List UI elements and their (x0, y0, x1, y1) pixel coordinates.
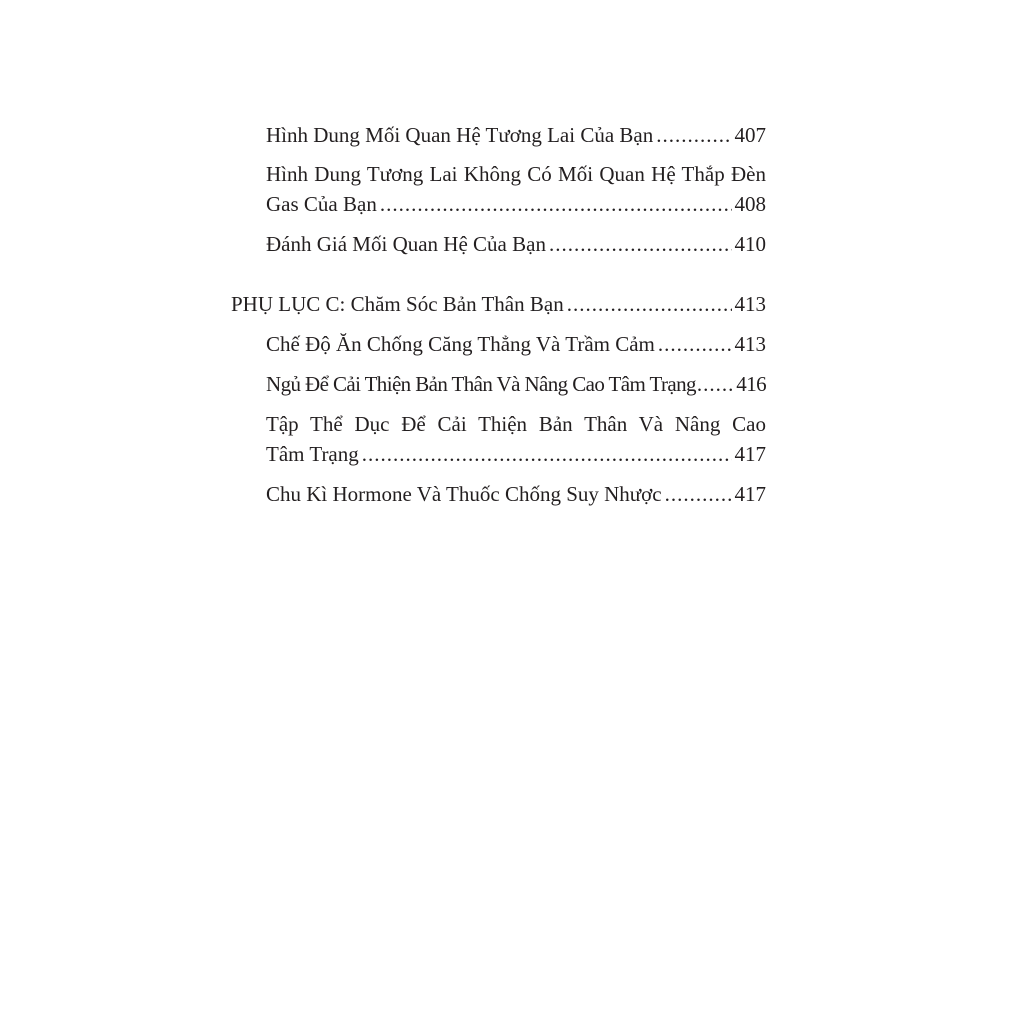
toc-page-number: 413 (734, 292, 766, 316)
toc-page-number: 410 (734, 232, 766, 256)
toc-page-number: 416 (736, 372, 766, 396)
toc-section-title: PHỤ LỤC C: Chăm Sóc Bản Thân Bạn (231, 292, 564, 316)
toc-entry (266, 439, 766, 469)
dot-leader (697, 369, 735, 399)
dot-leader (549, 229, 732, 259)
toc-entry-title: Hình Dung Mối Quan Hệ Tương Lai Của Bạn (266, 123, 654, 147)
toc-entry (266, 189, 766, 219)
toc-page-number: 417 (734, 482, 766, 506)
dot-leader (362, 439, 732, 469)
dot-leader (658, 329, 732, 359)
toc-entry-title-line2: Tâm Trạng (266, 442, 359, 466)
toc-entry (266, 229, 766, 259)
toc-entry-title-line1: Hình Dung Tương Lai Không Có Mối Quan Hệ Thắp Đèn (266, 162, 766, 186)
toc-entry-title: Chu Kì Hormone Và Thuốc Chống Suy Nhược (266, 482, 662, 506)
toc-page-number: 417 (734, 442, 766, 466)
toc-page-number: 413 (734, 332, 766, 356)
toc-entry-title: Chế Độ Ăn Chống Căng Thẳng Và Trầm Cảm (266, 332, 655, 356)
toc-entry (266, 479, 766, 509)
dot-leader (567, 289, 732, 319)
toc-entry-title: Ngủ Để Cải Thiện Bản Thân Và Nâng Cao Tâm Trạng (266, 372, 696, 396)
toc-entry-title-line2: Gas Của Bạn (266, 192, 377, 216)
toc-entry (266, 369, 766, 399)
dot-leader (665, 479, 732, 509)
dot-leader (380, 189, 732, 219)
toc-section-heading (231, 289, 766, 319)
dot-leader (656, 120, 731, 150)
toc-entry-title-line1: Tập Thể Dục Để Cải Thiện Bản Thân Và Nâng Cao (266, 412, 766, 436)
toc-entry (266, 329, 766, 359)
toc-page-number: 408 (734, 192, 766, 216)
toc-entry-title: Đánh Giá Mối Quan Hệ Của Bạn (266, 232, 546, 256)
toc-page-number: 407 (734, 123, 766, 147)
toc-entry (266, 120, 766, 150)
